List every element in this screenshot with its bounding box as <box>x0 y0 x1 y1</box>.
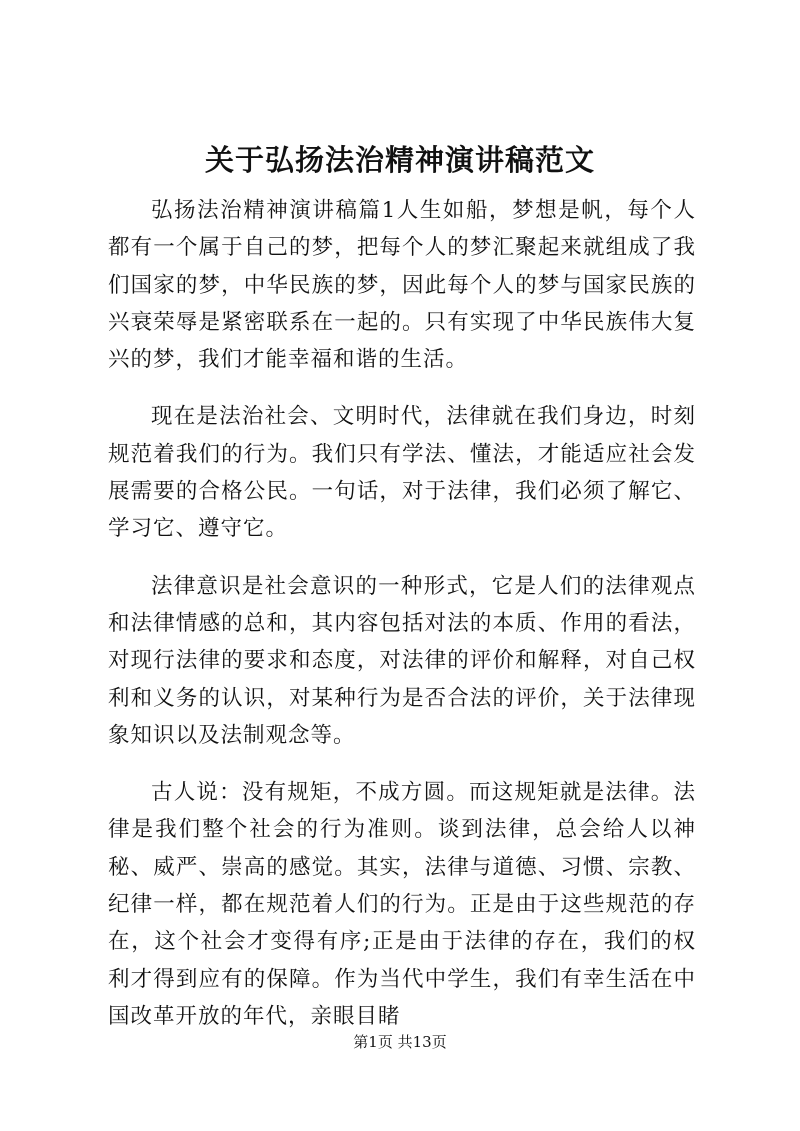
document-body <box>108 192 696 1055</box>
paragraph-3: 法律意识是社会意识的一种形式，它是人们的法律观点和法律情感的总和，其内容包括对法的本质、作用的看法，对现行法律的要求和态度，对法律的评价和解释，对自己权利和义务的认识，对某种行为是否合法的评价，关于法律现象知识以及法制观念等。 <box>108 573 696 748</box>
document-title: 关于弘扬法治精神演讲稿范文 <box>204 143 595 177</box>
paragraph-1: 弘扬法治精神演讲稿篇1人生如船，梦想是帆，每个人都有一个属于自己的梦，把每个人的梦汇聚起来就组成了我们国家的梦，中华民族的梦，因此每个人的梦与国家民族的兴衰荣辱是紧密联系在一起的。只有实现了中华民族伟大复兴的梦，我们才能幸福和谐的生活。 <box>108 198 696 373</box>
paragraph-2: 现在是法治社会、文明时代，法律就在我们身边，时刻规范着我们的行为。我们只有学法、懂法，才能适应社会发展需要的合格公民。一句话，对于法律，我们必须了解它、学习它、遵守它。 <box>108 404 696 542</box>
paragraph-4: 古人说：没有规矩，不成方圆。而这规矩就是法律。法律是我们整个社会的行为准则。谈到法律，总会给人以神秘、威严、崇高的感觉。其实，法律与道德、习惯、宗教、纪律一样，都在规范着人们的行为。正是由于这些规范的存在，这个社会才变得有序;正是由于法律的存在，我们的权利才得到应有的保障。作为当代中学生，我们有幸生活在中国改革开放的年代，亲眼目睹 <box>108 780 696 1029</box>
page-footer: 第1页 共13页 <box>353 1033 447 1051</box>
